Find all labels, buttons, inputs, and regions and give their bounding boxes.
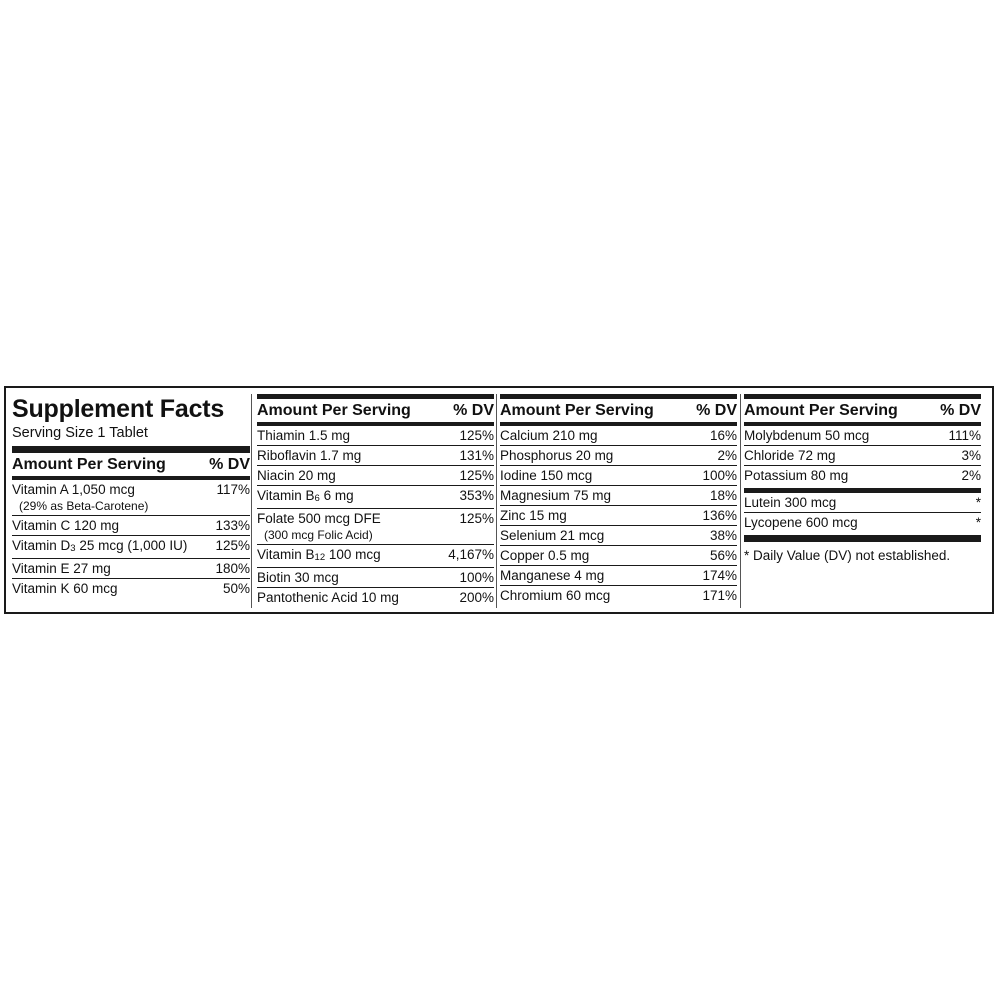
- nutrient-name: [12, 560, 111, 577]
- nutrient-label: Phosphorus 20 mg: [500, 448, 614, 463]
- supplement-facts-panel: [4, 386, 994, 614]
- nutrient-name: [257, 487, 354, 507]
- nutrient-name: [12, 517, 119, 534]
- dv-label: % DV: [453, 402, 494, 419]
- nutrient-dv: 125%: [459, 511, 494, 526]
- nutrient-subscript: 12: [314, 552, 326, 563]
- nutrient-row: [500, 506, 737, 526]
- nutrient-name: [500, 427, 598, 444]
- nutrient-dv: 2%: [717, 448, 737, 463]
- divider-thick: [12, 446, 250, 453]
- column-divider: [740, 394, 741, 608]
- dv-label: % DV: [209, 456, 250, 473]
- nutrient-row: [744, 513, 981, 532]
- nutrient-dv: 131%: [459, 448, 494, 463]
- nutrient-name: [500, 447, 613, 464]
- nutrient-name: [744, 494, 836, 511]
- amount-per-serving-label: Amount Per Serving: [744, 402, 898, 419]
- nutrient-row: [12, 480, 250, 516]
- nutrient-dv: 100%: [459, 570, 494, 585]
- nutrient-row: [500, 446, 737, 466]
- nutrient-row: [500, 426, 737, 446]
- nutrient-dv: 3%: [961, 448, 981, 463]
- nutrient-dv: 50%: [222, 581, 250, 596]
- nutrient-dv: 180%: [215, 561, 250, 576]
- nutrient-row: [500, 566, 737, 586]
- column-header: [744, 399, 981, 422]
- nutrient-dv: 56%: [709, 548, 737, 563]
- nutrient-label: Niacin 20 mg: [257, 468, 336, 483]
- nutrient-name: [12, 481, 148, 514]
- nutrient-label: Chromium 60 mcg: [500, 588, 611, 603]
- nutrient-label: Lutein 300 mcg: [744, 495, 837, 510]
- panel-title: Supplement Facts: [12, 395, 225, 423]
- amount-per-serving-label: Amount Per Serving: [12, 456, 166, 473]
- amount-per-serving-label: Amount Per Serving: [500, 402, 654, 419]
- nutrient-label: Biotin 30 mcg: [257, 570, 339, 585]
- nutrient-label: Magnesium 75 mg: [500, 488, 612, 503]
- nutrient-dv: 117%: [216, 482, 250, 497]
- nutrient-list: [744, 493, 981, 532]
- nutrient-name: [500, 527, 604, 544]
- nutrient-note: (29% as Beta-Carotene): [19, 499, 149, 513]
- nutrient-label: Calcium 210 mg: [500, 428, 598, 443]
- nutrient-label: Thiamin 1.5 mg: [257, 428, 351, 443]
- nutrient-label: Vitamin C 120 mg: [12, 518, 120, 533]
- nutrient-row: [744, 466, 981, 485]
- nutrient-dv: 38%: [709, 528, 737, 543]
- nutrient-dv: 4,167%: [448, 547, 494, 562]
- nutrient-name: [744, 427, 869, 444]
- nutrient-name: [257, 546, 381, 566]
- nutrient-amount: 6 mg: [319, 488, 354, 503]
- nutrient-label: Vitamin D: [12, 538, 71, 553]
- nutrient-name: [500, 487, 611, 504]
- nutrient-row: [257, 568, 494, 588]
- nutrient-row: [12, 559, 250, 579]
- nutrient-label: Lycopene 600 mcg: [744, 515, 858, 530]
- serving-size: Serving Size 1 Tablet: [12, 425, 148, 441]
- nutrient-amount: 100 mcg: [325, 547, 381, 562]
- nutrient-name: [500, 507, 567, 524]
- nutrient-row: [257, 509, 494, 545]
- nutrient-list: [257, 426, 494, 607]
- nutrient-name: [500, 467, 592, 484]
- nutrient-row: [500, 586, 737, 605]
- nutrient-name: [257, 569, 339, 586]
- nutrient-note: (300 mcg Folic Acid): [264, 528, 373, 542]
- nutrient-name: [500, 587, 610, 604]
- nutrient-label: Pantothenic Acid 10 mg: [257, 590, 399, 605]
- nutrient-label: Folate 500 mcg DFE: [257, 511, 381, 526]
- column-header: [257, 399, 494, 422]
- nutrient-amount: 25 mcg (1,000 IU): [75, 538, 188, 553]
- facts-column-2: [257, 394, 494, 607]
- nutrient-label: Vitamin B: [257, 547, 315, 562]
- amount-per-serving-label: Amount Per Serving: [257, 402, 411, 419]
- nutrient-name: [12, 537, 187, 557]
- nutrient-dv: *: [975, 495, 981, 510]
- nutrient-label: Selenium 21 mcg: [500, 528, 605, 543]
- nutrient-dv: 18%: [709, 488, 737, 503]
- nutrient-dv: 133%: [215, 518, 250, 533]
- nutrient-label: Riboflavin 1.7 mg: [257, 448, 362, 463]
- nutrient-label: Zinc 15 mg: [500, 508, 567, 523]
- nutrient-row: [500, 486, 737, 506]
- nutrient-dv: 200%: [459, 590, 494, 605]
- column-divider: [496, 394, 497, 608]
- nutrient-dv: 174%: [702, 568, 737, 583]
- nutrient-label: Vitamin K 60 mcg: [12, 581, 118, 596]
- nutrient-dv: 171%: [702, 588, 737, 603]
- nutrient-name: [744, 467, 848, 484]
- nutrient-name: [744, 514, 858, 531]
- facts-column-3: [500, 394, 737, 605]
- nutrient-dv: 353%: [459, 488, 494, 503]
- nutrient-list: [500, 426, 737, 605]
- nutrient-list: [12, 480, 250, 598]
- nutrient-row: [257, 486, 494, 509]
- nutrient-dv: 2%: [961, 468, 981, 483]
- nutrient-row: [257, 466, 494, 486]
- nutrient-list: [744, 426, 981, 485]
- nutrient-row: [257, 426, 494, 446]
- dv-label: % DV: [696, 402, 737, 419]
- nutrient-row: [500, 546, 737, 566]
- nutrient-label: Vitamin A 1,050 mcg: [12, 482, 135, 497]
- column-header: [12, 453, 250, 476]
- nutrient-label: Vitamin E 27 mg: [12, 561, 111, 576]
- nutrient-row: [744, 493, 981, 513]
- nutrient-label: Potassium 80 mg: [744, 468, 849, 483]
- nutrient-name: [257, 510, 381, 543]
- column-header: [500, 399, 737, 422]
- nutrient-row: [257, 545, 494, 568]
- nutrient-row: [500, 466, 737, 486]
- nutrient-dv: 16%: [709, 428, 737, 443]
- nutrient-name: [257, 589, 399, 606]
- nutrient-name: [744, 447, 836, 464]
- nutrient-name: [500, 567, 604, 584]
- dv-label: % DV: [940, 402, 981, 419]
- nutrient-dv: 125%: [459, 468, 494, 483]
- nutrient-row: [500, 526, 737, 546]
- nutrient-subscript: 6: [314, 493, 320, 504]
- nutrient-dv: 125%: [215, 538, 250, 553]
- nutrient-name: [500, 547, 589, 564]
- facts-column-4: [744, 394, 981, 564]
- nutrient-name: [12, 580, 118, 597]
- column-divider: [251, 394, 252, 608]
- nutrient-label: Copper 0.5 mg: [500, 548, 590, 563]
- nutrient-row: [744, 426, 981, 446]
- nutrient-row: [12, 536, 250, 559]
- nutrient-dv: 111%: [948, 428, 981, 443]
- nutrient-row: [744, 446, 981, 466]
- nutrient-label: Molybdenum 50 mcg: [744, 428, 870, 443]
- nutrient-label: Iodine 150 mcg: [500, 468, 593, 483]
- nutrient-name: [257, 467, 336, 484]
- nutrient-dv: 125%: [459, 428, 494, 443]
- nutrient-row: [257, 588, 494, 607]
- nutrient-row: [257, 446, 494, 466]
- nutrient-dv: 100%: [702, 468, 737, 483]
- divider-thick: [744, 535, 981, 542]
- nutrient-dv: *: [975, 515, 981, 530]
- nutrient-row: [12, 516, 250, 536]
- facts-column-1: [12, 394, 250, 598]
- nutrient-label: Vitamin B: [257, 488, 315, 503]
- nutrient-name: [257, 427, 350, 444]
- nutrient-label: Manganese 4 mg: [500, 568, 605, 583]
- nutrient-dv: 136%: [702, 508, 737, 523]
- nutrient-subscript: 3: [70, 543, 76, 554]
- footnote: * Daily Value (DV) not established.: [744, 548, 951, 563]
- nutrient-row: [12, 579, 250, 598]
- nutrient-name: [257, 447, 361, 464]
- nutrient-label: Chloride 72 mg: [744, 448, 836, 463]
